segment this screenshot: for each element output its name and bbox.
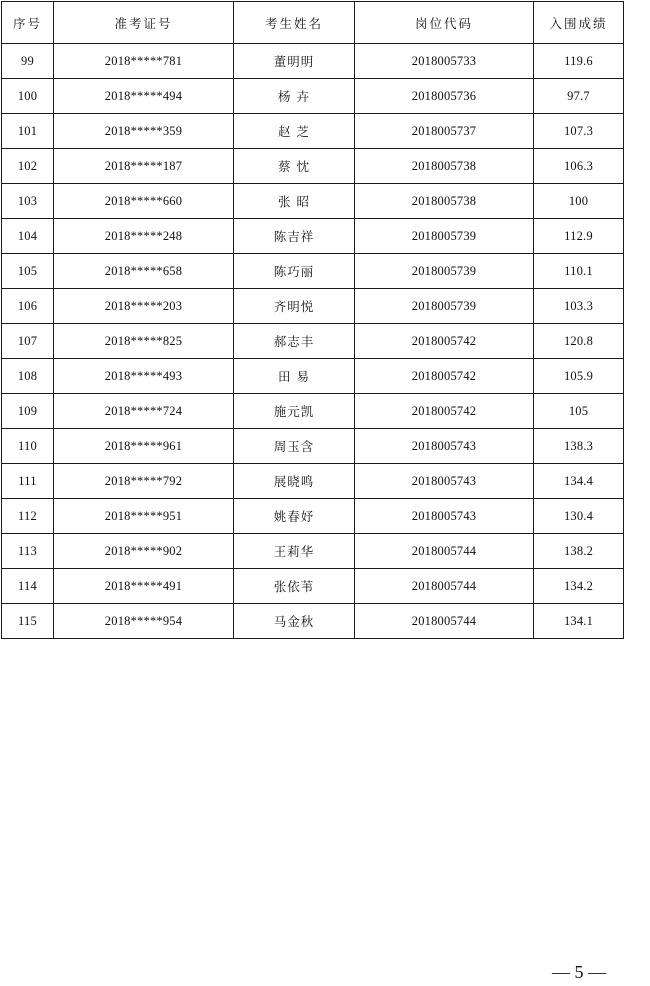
cell-serial-number: 109: [2, 394, 54, 429]
cell-position-code: 2018005743: [355, 429, 534, 464]
cell-admission-ticket-number: 2018*****359: [54, 114, 234, 149]
cell-admission-ticket-number: 2018*****494: [54, 79, 234, 114]
table-row: [2, 569, 624, 604]
cell-admission-ticket-number: 2018*****187: [54, 149, 234, 184]
cell-admission-ticket-number: 2018*****658: [54, 254, 234, 289]
cell-candidate-name: 姚春妤: [234, 499, 355, 534]
cell-qualifying-score: 138.3: [534, 429, 624, 464]
table-row: [2, 219, 624, 254]
cell-serial-number: 110: [2, 429, 54, 464]
page-number: — 5 —: [552, 962, 606, 982]
cell-position-code: 2018005742: [355, 324, 534, 359]
table-body: [2, 44, 624, 639]
header-candidate-name: 考生姓名: [234, 2, 355, 44]
header-admission-ticket-number: 准考证号: [54, 2, 234, 44]
cell-admission-ticket-number: 2018*****491: [54, 569, 234, 604]
cell-position-code: 2018005739: [355, 289, 534, 324]
table-row: [2, 429, 624, 464]
table-row: [2, 499, 624, 534]
table-row: [2, 114, 624, 149]
cell-qualifying-score: 120.8: [534, 324, 624, 359]
table-row: [2, 79, 624, 114]
cell-qualifying-score: 134.4: [534, 464, 624, 499]
cell-admission-ticket-number: 2018*****248: [54, 219, 234, 254]
header-position-code: 岗位代码: [355, 2, 534, 44]
cell-qualifying-score: 110.1: [534, 254, 624, 289]
cell-serial-number: 112: [2, 499, 54, 534]
cell-candidate-name: 周玉含: [234, 429, 355, 464]
cell-serial-number: 103: [2, 184, 54, 219]
cell-position-code: 2018005742: [355, 394, 534, 429]
cell-position-code: 2018005737: [355, 114, 534, 149]
cell-qualifying-score: 112.9: [534, 219, 624, 254]
cell-admission-ticket-number: 2018*****781: [54, 44, 234, 79]
cell-qualifying-score: 97.7: [534, 79, 624, 114]
cell-serial-number: 104: [2, 219, 54, 254]
table-row: [2, 289, 624, 324]
cell-candidate-name: 陈吉祥: [234, 219, 355, 254]
cell-serial-number: 114: [2, 569, 54, 604]
cell-admission-ticket-number: 2018*****951: [54, 499, 234, 534]
table-row: [2, 534, 624, 569]
cell-position-code: 2018005739: [355, 219, 534, 254]
table-row: [2, 254, 624, 289]
cell-serial-number: 108: [2, 359, 54, 394]
cell-admission-ticket-number: 2018*****954: [54, 604, 234, 639]
cell-candidate-name: 郝志丰: [234, 324, 355, 359]
cell-candidate-name: 张 昭: [234, 184, 355, 219]
table-row: [2, 394, 624, 429]
cell-qualifying-score: 105.9: [534, 359, 624, 394]
cell-candidate-name: 赵 芝: [234, 114, 355, 149]
cell-admission-ticket-number: 2018*****902: [54, 534, 234, 569]
cell-qualifying-score: 134.2: [534, 569, 624, 604]
cell-position-code: 2018005742: [355, 359, 534, 394]
cell-serial-number: 107: [2, 324, 54, 359]
table-row: [2, 604, 624, 639]
cell-admission-ticket-number: 2018*****825: [54, 324, 234, 359]
cell-serial-number: 102: [2, 149, 54, 184]
cell-serial-number: 101: [2, 114, 54, 149]
cell-candidate-name: 董明明: [234, 44, 355, 79]
cell-serial-number: 113: [2, 534, 54, 569]
header-serial-number: 序号: [2, 2, 54, 44]
table-row: [2, 324, 624, 359]
cell-candidate-name: 张依苇: [234, 569, 355, 604]
cell-candidate-name: 施元凯: [234, 394, 355, 429]
cell-serial-number: 99: [2, 44, 54, 79]
results-table: [1, 1, 624, 639]
table-row: [2, 149, 624, 184]
cell-candidate-name: 展晓鸣: [234, 464, 355, 499]
cell-candidate-name: 王莉华: [234, 534, 355, 569]
cell-qualifying-score: 103.3: [534, 289, 624, 324]
cell-admission-ticket-number: 2018*****792: [54, 464, 234, 499]
cell-admission-ticket-number: 2018*****660: [54, 184, 234, 219]
cell-position-code: 2018005738: [355, 184, 534, 219]
cell-admission-ticket-number: 2018*****203: [54, 289, 234, 324]
cell-admission-ticket-number: 2018*****493: [54, 359, 234, 394]
cell-position-code: 2018005743: [355, 499, 534, 534]
cell-position-code: 2018005739: [355, 254, 534, 289]
cell-qualifying-score: 134.1: [534, 604, 624, 639]
cell-position-code: 2018005744: [355, 534, 534, 569]
cell-admission-ticket-number: 2018*****724: [54, 394, 234, 429]
cell-position-code: 2018005744: [355, 569, 534, 604]
cell-qualifying-score: 138.2: [534, 534, 624, 569]
table-row: [2, 359, 624, 394]
cell-qualifying-score: 130.4: [534, 499, 624, 534]
cell-serial-number: 111: [2, 464, 54, 499]
cell-qualifying-score: 105: [534, 394, 624, 429]
cell-serial-number: 106: [2, 289, 54, 324]
cell-candidate-name: 田 易: [234, 359, 355, 394]
table-row: [2, 464, 624, 499]
header-qualifying-score: 入围成绩: [534, 2, 624, 44]
cell-qualifying-score: 119.6: [534, 44, 624, 79]
cell-position-code: 2018005733: [355, 44, 534, 79]
cell-position-code: 2018005744: [355, 604, 534, 639]
table-header-row: [2, 2, 624, 44]
cell-position-code: 2018005743: [355, 464, 534, 499]
cell-serial-number: 100: [2, 79, 54, 114]
cell-admission-ticket-number: 2018*****961: [54, 429, 234, 464]
cell-position-code: 2018005736: [355, 79, 534, 114]
cell-serial-number: 115: [2, 604, 54, 639]
cell-qualifying-score: 107.3: [534, 114, 624, 149]
cell-serial-number: 105: [2, 254, 54, 289]
cell-candidate-name: 齐明悦: [234, 289, 355, 324]
cell-qualifying-score: 106.3: [534, 149, 624, 184]
cell-candidate-name: 马金秋: [234, 604, 355, 639]
cell-position-code: 2018005738: [355, 149, 534, 184]
cell-candidate-name: 杨 卉: [234, 79, 355, 114]
cell-candidate-name: 陈巧丽: [234, 254, 355, 289]
table-row: [2, 44, 624, 79]
cell-candidate-name: 蔡 忱: [234, 149, 355, 184]
table-row: [2, 184, 624, 219]
cell-qualifying-score: 100: [534, 184, 624, 219]
